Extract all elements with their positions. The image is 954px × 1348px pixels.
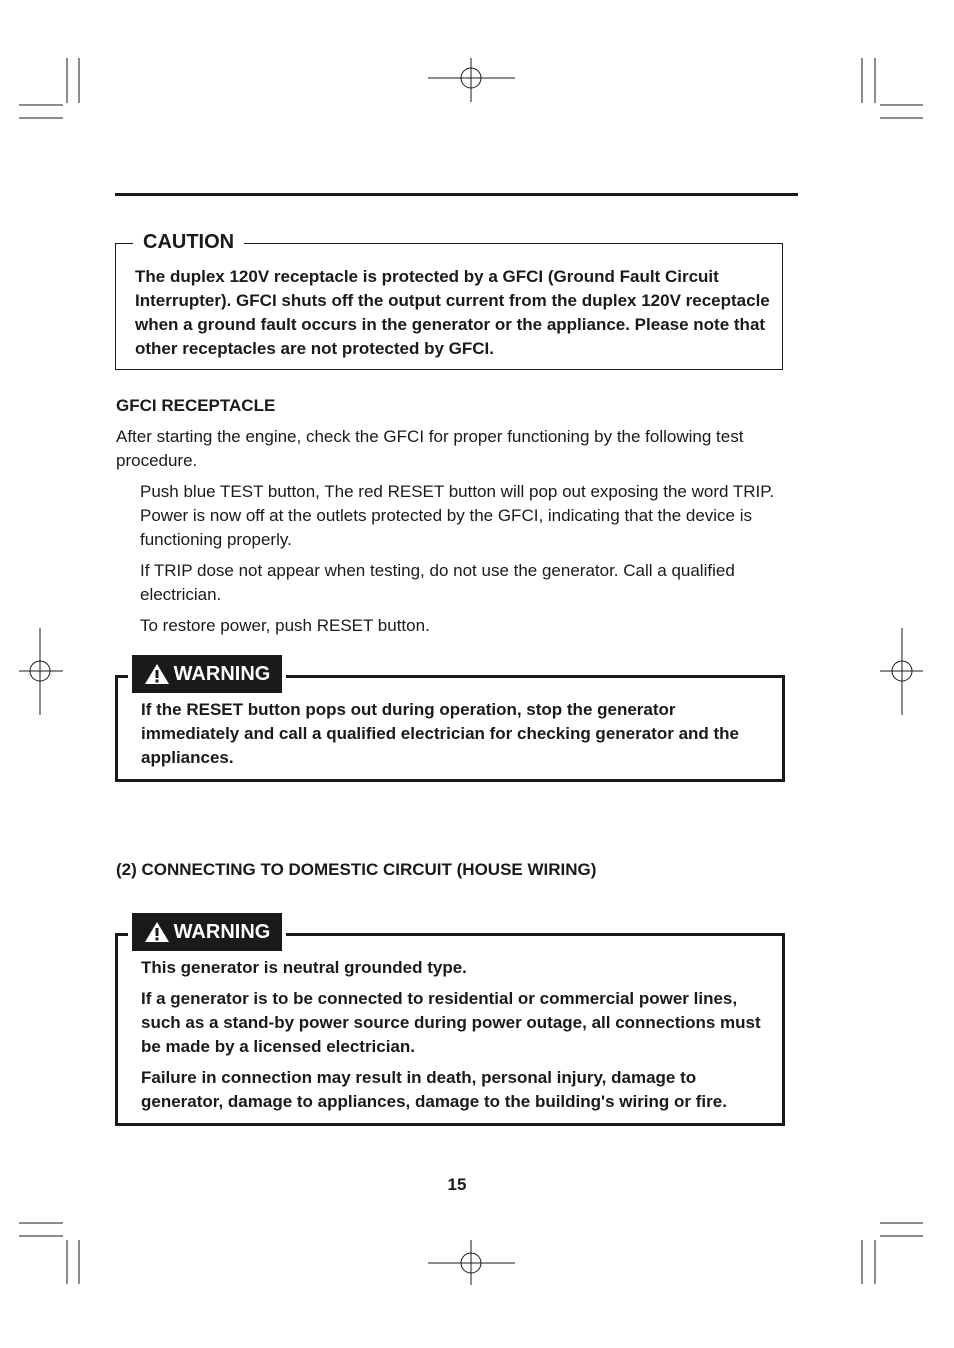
warning-text-reset: If the RESET button pops out during operation, stop the generator immediately and call a qualified electrician for checking generator and the appliances. — [141, 700, 740, 767]
warning-label-text: WARNING — [173, 921, 271, 943]
gfci-step-2: If TRIP dose not appear when testing, do not use the generator. Call a qualified electrician. — [140, 561, 735, 604]
page-number: 15 — [447, 1175, 467, 1194]
warning-paragraph-3: Failure in connection may result in death, personal injury, damage to generator, damage to appliances, damage to the building's wiring or fire. — [141, 1068, 727, 1111]
gfci-section-title: GFCI RECEPTACLE — [116, 396, 276, 415]
connecting-section-title: (2) CONNECTING TO DOMESTIC CIRCUIT (HOUSE WIRING) — [116, 860, 597, 879]
gfci-intro: After starting the engine, check the GFCI for proper functioning by the following test procedure. — [116, 427, 744, 470]
gfci-step-1: Push blue TEST button, The red RESET button will pop out exposing the word TRIP. Power is now off at the outlets protected by the GFCI, indicating that the device is functioning properly. — [140, 482, 775, 549]
gfci-step-3: To restore power, push RESET button. — [140, 616, 430, 635]
warning-paragraph-1: This generator is neutral grounded type. — [141, 958, 467, 977]
warning-label — [132, 913, 282, 951]
warning-paragraph-2: If a generator is to be connected to residential or commercial power lines, such as a stand-by power source during power outage, all connections must be made by a licensed electrician. — [141, 989, 761, 1056]
caution-text: The duplex 120V receptacle is protected by a GFCI (Ground Fault Circuit Interrupter). GFCI shuts off the output current from the duplex 120V receptacle when a ground fault occurs in the generator or the appliance. Please note that other receptacles are not protected by GFCI. — [135, 267, 770, 358]
warning-triangle-icon — [144, 921, 170, 943]
warning-triangle-icon — [144, 663, 170, 685]
header-rule — [115, 193, 798, 196]
warning-label — [132, 655, 282, 693]
caution-title: CAUTION — [133, 229, 244, 255]
warning-label-text: WARNING — [173, 663, 271, 685]
